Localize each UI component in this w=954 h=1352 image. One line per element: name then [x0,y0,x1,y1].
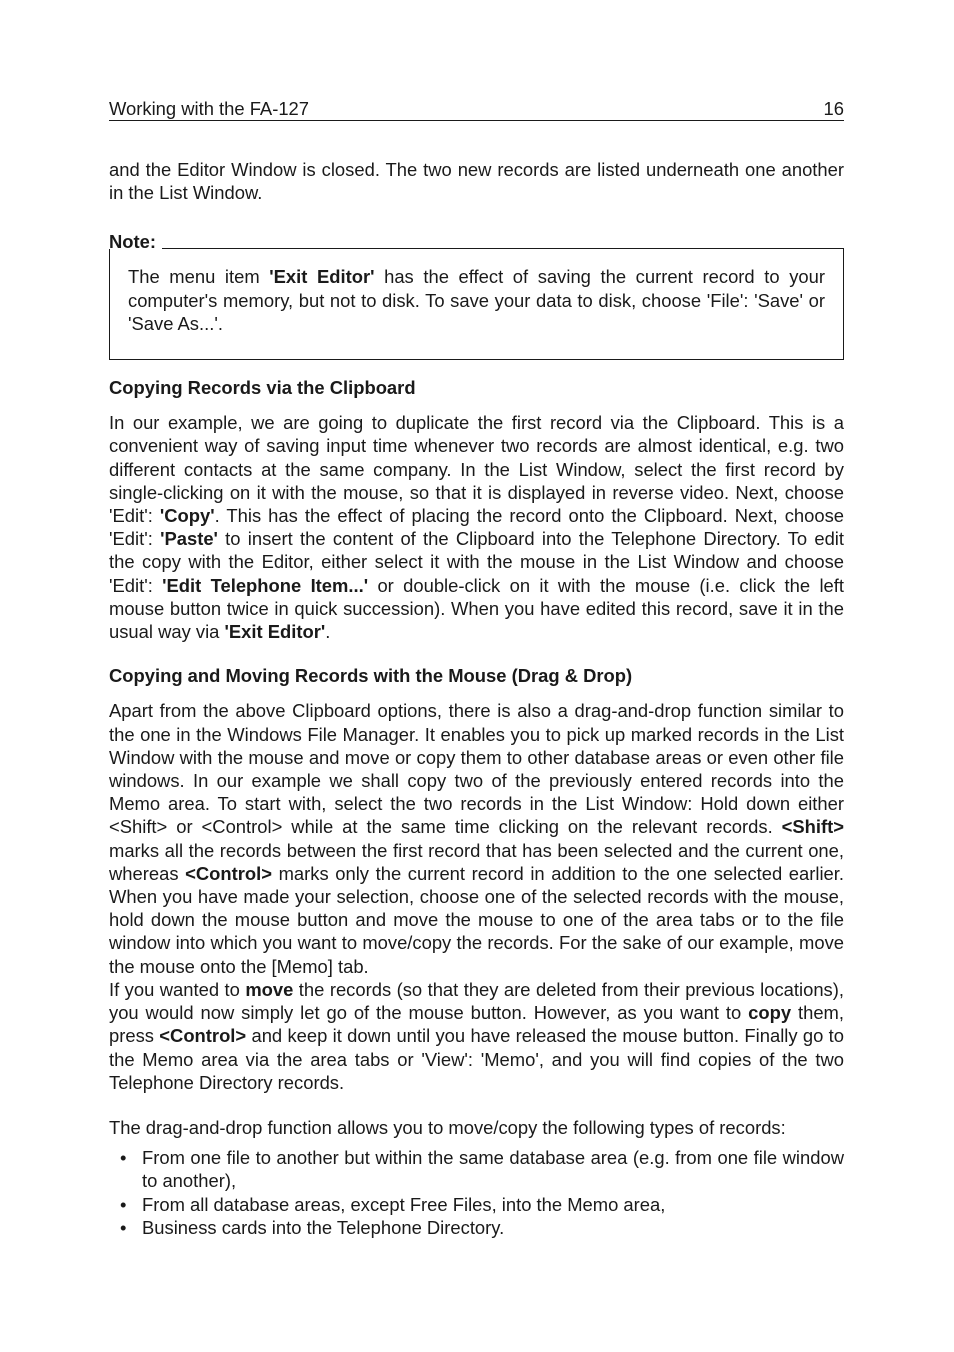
types-list [109,1146,844,1239]
clipboard-paragraph: In our example, we are going to duplicate the first record via the Clipboard. This is a convenient way of saving input time whenever two records are almost identical, e.g. two different contacts at the same company. In the List Window, select the first record by single-clicking on it with the mouse, so that it is displayed in reverse video. Next, choose 'Edit': 'Copy'. This has the effect of placing the record onto the Clipboard. Next, choose 'Edit': 'Paste' to insert the content of the Clipboard into the Telephone Directory. To edit the copy with the Editor, either select it with the mouse in the List Window and choose 'Edit': 'Edit Telephone Item...' or double-click on it with the mouse (i.e. click the left mouse button twice in quick succession). When you have edited this record, save it in the usual way via 'Exit Editor'. [109,412,845,643]
page-number: 16 [823,98,844,119]
note-text: The menu item 'Exit Editor' has the effect of saving the current record to your computer's memory, but not to disk. To save your data to disk, choose 'File': 'Save' or 'Save As...'. [128,266,825,334]
list-item: • From one file to another but within the same database area (e.g. from one file window to another), [120,1147,844,1192]
dragdrop-paragraph-1: Apart from the above Clipboard options, there is also a drag-and-drop function similar to the one in the Windows File Manager. It enables you to pick up marked records in the List Window with the mouse and move or copy them to other database areas or even other file windows. In our example we shall copy two of the previously entered records into the Memo area. To start with, select the two records in the List Window: Hold down either <Shift> or <Control> while at the same time clicking on the relevant records. <Shift> marks all the records between the first record that has been selected and the current one, whereas <Control> marks only the current record in addition to the one selected earlier. When you have made your selection, choose one of the selected records with the mouse, hold down the mouse button and move the mouse to one of the area tabs or to the file window into which you want to move/copy the records. For the sake of our example, move the mouse onto the [Memo] tab. [109,700,845,977]
header-title: Working with the FA-127 [109,98,310,119]
list-item: • From all database areas, except Free Files, into the Memo area, [120,1193,666,1215]
note-box [109,249,844,360]
note-rule [162,248,844,249]
page-header [109,95,844,121]
document-page [109,95,844,1239]
dragdrop-heading: Copying and Moving Records with the Mouse (Drag & Drop) [109,665,633,687]
clipboard-heading: Copying Records via the Clipboard [109,377,416,399]
dragdrop-paragraph-2: If you wanted to move the records (so that they are deleted from their previous locations), you would now simply let go of the mouse button. However, as you want to copy them, press <Control> and keep it down until you have released the mouse button. Finally go to the Memo area via the area tabs or 'View': 'Memo', and you will find copies of the two Telephone Directory records. [109,978,844,1093]
bullet-icon: • [120,1147,127,1169]
list-item: • Business cards into the Telephone Directory. [120,1216,505,1238]
bullet-icon: • [120,1193,127,1215]
intro-paragraph: and the Editor Window is closed. The two new records are listed underneath one another in the List Window. [109,159,844,204]
bullet-icon: • [120,1216,127,1238]
types-intro: The drag-and-drop function allows you to move/copy the following types of records: [109,1116,786,1138]
note-label: Note: [109,231,156,253]
